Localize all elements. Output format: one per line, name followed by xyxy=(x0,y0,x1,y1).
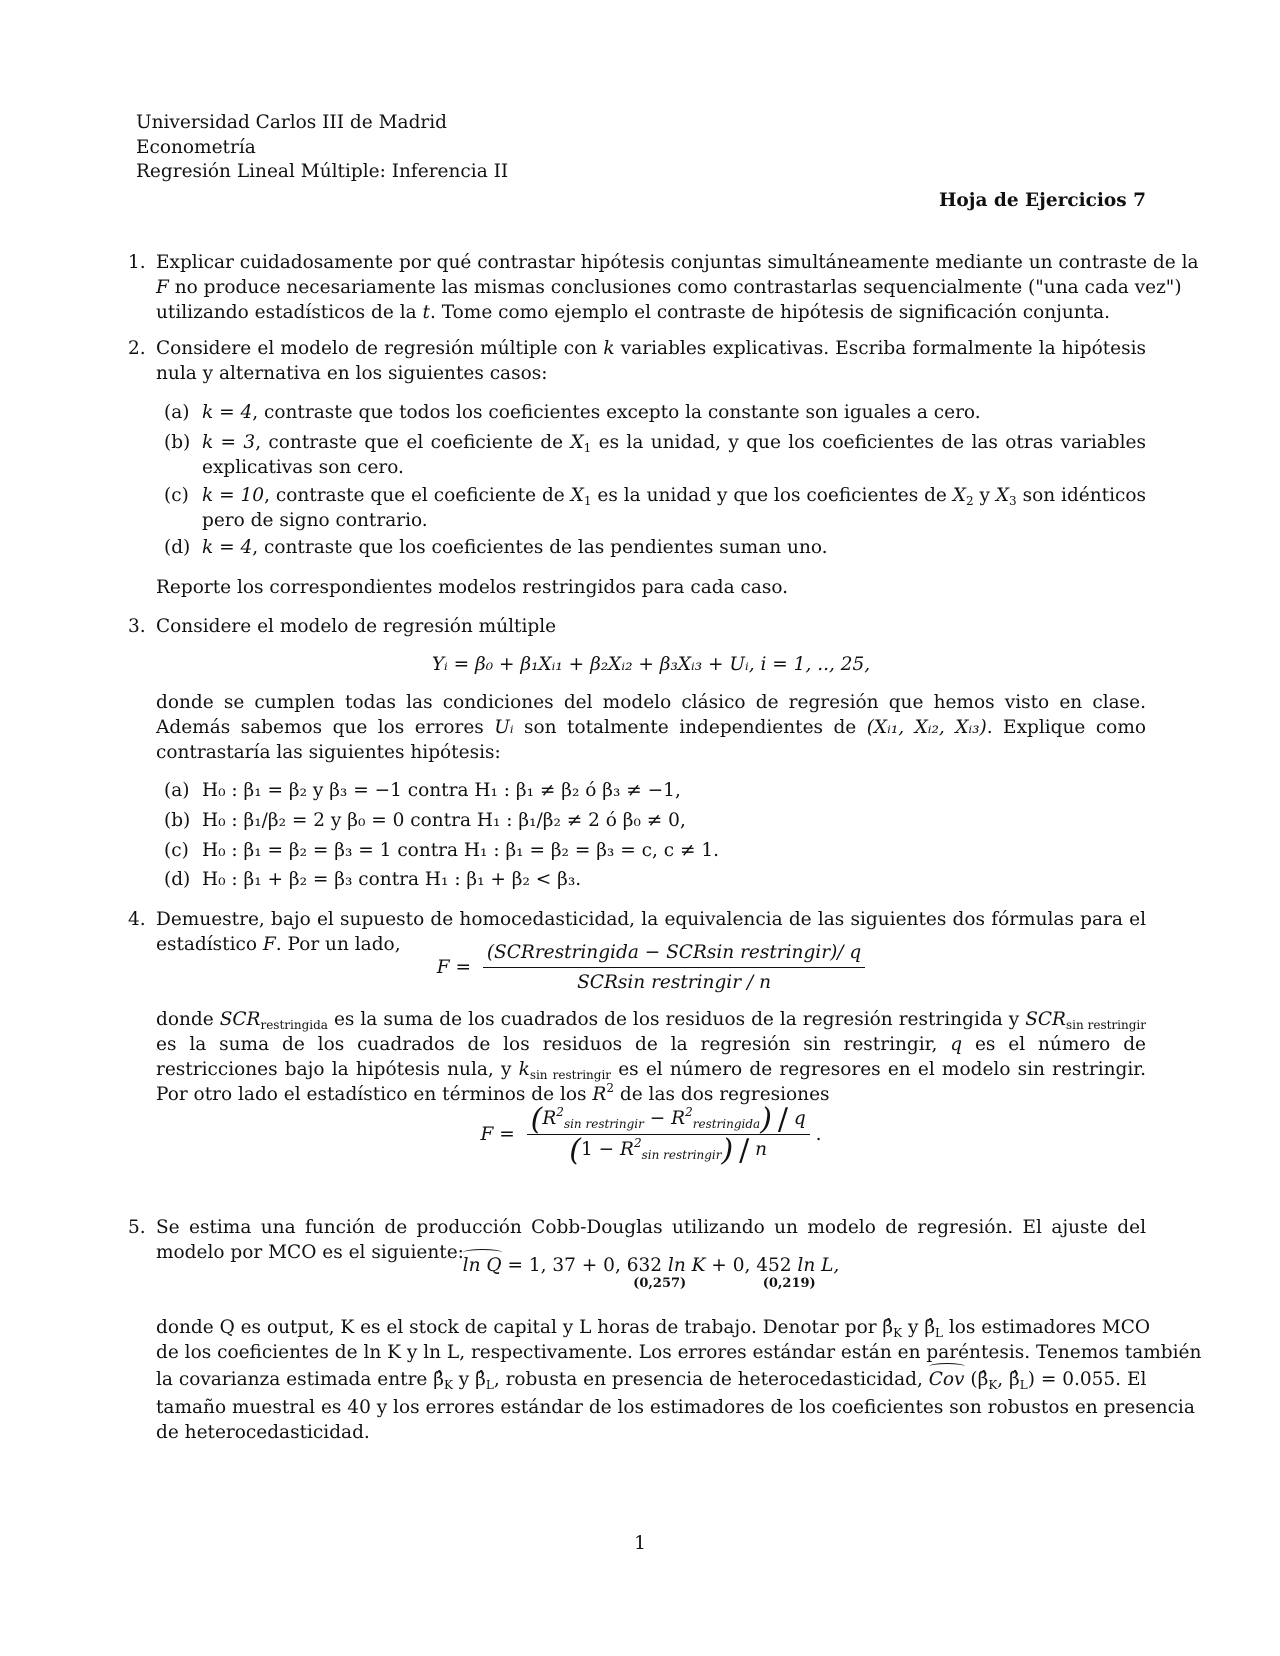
exercise-2-number: 2. xyxy=(128,338,146,359)
exercise-4-body: donde $SCR_{restringida}$ es la suma de los cuadrados de los residuos de la regresión restringida y $SCR_{sin restringir}$ es la suma de los cuadrados de los residuos de la regresión sin restringir, q es el número de restricciones bajo la hipótesis nula, y $k_{sin restringir}$ es el número de regresores en el modelo sin restringir. Por otro lado el estadístico en términos de los $R^2$ de las dos regresiones xyxy=(156,1009,1146,1105)
formula-f-r2: F = $(R^2_{sin restringir} - R^2_{restringida}) / q$ $(1 - R^2_{sin restringir}) / n$ . xyxy=(480,1102,822,1168)
equation-lhs: ln Q xyxy=(462,1255,502,1276)
formula-f-scr-fraction xyxy=(483,940,865,995)
formula-f-scr-numerator: (SCRrestringida − SCRsin restringir)/ q xyxy=(483,940,865,968)
exercise-1-number: 1. xyxy=(128,252,146,273)
exercise-5-line-3: la covarianza estimada entre $\betâ_K$ y $\betâ_L$, robusta en presencia de heterocedasticidad, Cov ($\betâ_K$, $\betâ_L) = 0.055$. El xyxy=(156,1369,1147,1392)
exercise-2b-label: (b) xyxy=(164,432,191,453)
exercise-3b-label: (b) xyxy=(164,810,191,831)
exercise-5-line-5: de heterocedasticidad. xyxy=(156,1422,370,1443)
exercise-3b-text: H₀ : β₁/β₂ = 2 y β₀ = 0 contra H₁ : β₁/β₂ ≠ 2 ó β₀ ≠ 0, xyxy=(202,810,686,831)
exercise-2b-text: k = 3, contraste que el coeficiente de $X_1$ es la unidad, y que los coeficientes de las otras variables explicativas son cero. xyxy=(202,432,1146,478)
exercise-3c-text: H₀ : β₁ = β₂ = β₃ = 1 contra H₁ : β₁ = β₂ = β₃ = c, c ≠ 1. xyxy=(202,840,719,861)
exercise-3d-label: (d) xyxy=(164,869,191,890)
exercise-4-intro: Demuestre, bajo el supuesto de homocedasticidad, la equivalencia de las siguientes dos fórmulas para el estadístico F. Por un lado, xyxy=(156,909,1146,955)
exercise-4-number: 4. xyxy=(128,909,146,930)
exercise-3-intro: Considere el modelo de regresión múltiple xyxy=(156,616,557,637)
std-error-l: (0,219) xyxy=(762,1276,816,1291)
sheet-title: Hoja de Ejercicios 7 xyxy=(938,190,1146,211)
exercise-5-line-4: tamaño muestral es 40 y los errores estándar de los estimadores de los coeficientes son robustos en presencia xyxy=(156,1397,1195,1418)
formula-f-r2-numerator: $(R^2_{sin restringir} - R^2_{restringida}) / q$ xyxy=(527,1106,810,1135)
cobb-douglas-equation: ln Q = 1, 37 + 0, 632 (0,257) ln K + 0, 452 (0,219) ln L, xyxy=(156,1253,1146,1278)
formula-f-scr: F = $\frac{\text{(SCRrestringida − SCRsin restringir)/ q}}{\text{SCRsin restringir / n}}$ xyxy=(156,940,1146,995)
formula-f-r2-fraction xyxy=(527,1102,810,1168)
topic-name: Regresión Lineal Múltiple: Inferencia II xyxy=(136,161,509,182)
formula-f-scr-denominator: SCRsin restringir / n xyxy=(577,972,771,993)
exercise-2-outro: Reporte los correspondientes modelos restringidos para cada caso. xyxy=(156,577,789,598)
exercise-2-intro: Considere el modelo de regresión múltiple con k variables explicativas. Escriba formalmente la hipótesis nula y alternativa en los siguientes casos: xyxy=(156,338,1146,384)
exercise-5-line-2: de los coeficientes de ln K y ln L, respectivamente. Los errores estándar están en paréntesis. Tenemos también xyxy=(156,1342,1202,1363)
exercise-3-equation: Yᵢ = β₀ + β₁Xᵢ₁ + β₂Xᵢ₂ + β₃Xᵢ₃ + Uᵢ, i = 1, .., 25, xyxy=(431,654,871,675)
course-name: Econometría xyxy=(136,137,256,158)
exercise-2a-label: (a) xyxy=(164,402,190,423)
exercise-1-line-3: utilizando estadísticos de la t. Tome como ejemplo el contraste de hipótesis de significación conjunta. xyxy=(156,302,1111,323)
exercise-1-text xyxy=(156,250,1199,325)
exercise-3d-text: H₀ : β₁ + β₂ = β₃ contra H₁ : β₁ + β₂ < β₃. xyxy=(202,869,582,890)
coef-k: 0, 632 (0,257) xyxy=(603,1253,662,1278)
coef-l: 0, 452 (0,219) xyxy=(733,1253,792,1278)
page-number: 1 xyxy=(634,1533,646,1554)
cov-symbol: Cov xyxy=(928,1369,965,1390)
exercise-5-intro: Se estima una función de producción Cobb-Douglas utilizando un modelo de regresión. El ajuste del modelo por MCO es el siguiente: xyxy=(156,1217,1146,1263)
std-error-k: (0,257) xyxy=(633,1276,687,1291)
exercise-5-line-1: donde Q es output, K es el stock de capital y L horas de trabajo. Denotar por $\betâ_K$ y $\betâ_L$ los estimadores MCO xyxy=(156,1317,1151,1340)
formula-f-r2-denominator: $(1 - R^2_{sin restringir}) / n$ xyxy=(569,1133,768,1168)
exercise-2d-label: (d) xyxy=(164,537,191,558)
exercise-2d-text: k = 4, contraste que los coeficientes de las pendientes suman uno. xyxy=(202,537,828,558)
university-name: Universidad Carlos III de Madrid xyxy=(136,112,448,133)
exercise-3a-text: H₀ : β₁ = β₂ y β₃ = −1 contra H₁ : β₁ ≠ β₂ ó β₃ ≠ −1, xyxy=(202,780,681,801)
exercise-2c-text: k = 10, contraste que el coeficiente de $X_1$ es la unidad y que los coeficientes de $X_2$ y $X_3$ son idénticos pero de signo contrario. xyxy=(202,485,1147,531)
exercise-5-number: 5. xyxy=(128,1217,146,1238)
exercise-3c-label: (c) xyxy=(164,840,189,861)
exercise-3-number: 3. xyxy=(128,616,146,637)
exercise-1-line-2: F no produce necesariamente las mismas conclusiones como contrastarlas sequencialmente ("una cada vez") xyxy=(156,277,1182,298)
exercise-3-body: donde se cumplen todas las condiciones del modelo clásico de regresión que hemos visto en clase. Además sabemos que los errores Uᵢ son totalmente independientes de (Xᵢ₁, Xᵢ₂, Xᵢ₃). Explique como contrastaría las siguientes hipótesis: xyxy=(156,692,1147,763)
exercise-2c-label: (c) xyxy=(164,485,189,506)
exercise-3a-label: (a) xyxy=(164,780,190,801)
exercise-2a-text: k = 4, contraste que todos los coeficientes excepto la constante son iguales a cero. xyxy=(202,402,981,423)
exercise-1-line-1: Explicar cuidadosamente por qué contrastar hipótesis conjuntas simultáneamente mediante un contraste de la xyxy=(156,252,1199,273)
